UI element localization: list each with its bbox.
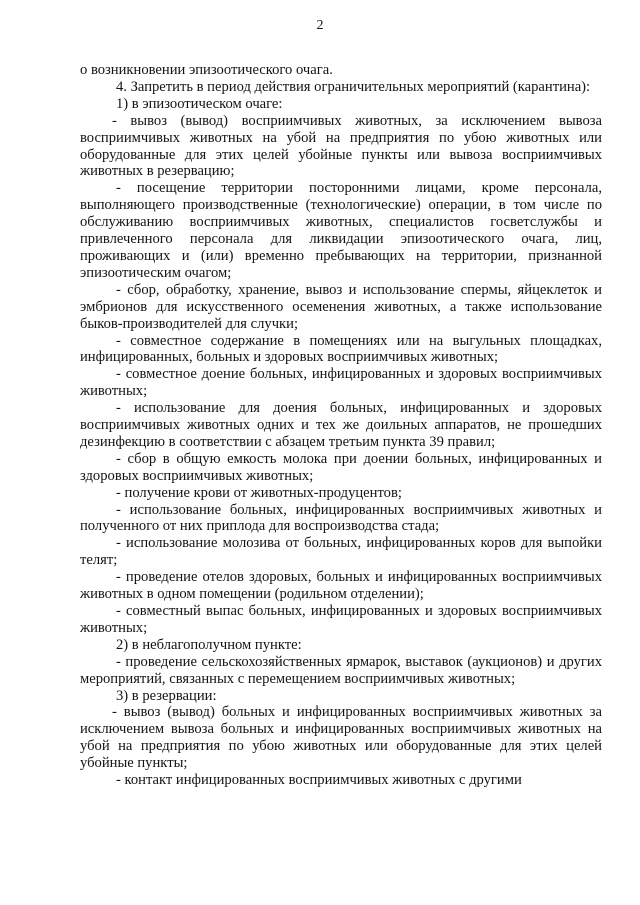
paragraph: - сбор в общую емкость молока при доении больных, инфицированных и здоровых восприимчивых животных; xyxy=(80,450,602,484)
paragraph: 4. Запретить в период действия ограничительных мероприятий (карантина): xyxy=(116,78,591,95)
paragraph: - использование молозива от больных, инфицированных коров для выпойки телят; xyxy=(80,535,602,569)
paragraph: - вывоз (вывод) восприимчивых животных, за исключением вывоза восприимчивых животных на убой на предприятия по убою животных или оборудованные для этих целей убойные пункты или вывоза восприимчивых животных в резервацию; xyxy=(80,112,602,180)
paragraph: - проведение отелов здоровых, больных и инфицированных восприимчивых животных в одном помещении (родильном отделении); xyxy=(80,569,602,603)
paragraph: - совместное содержание в помещениях или на выгульных площадках, инфицированных, больных и здоровых восприимчивых животных; xyxy=(80,332,602,366)
paragraph: - посещение территории посторонними лицами, кроме персонала, выполняющего производственные (технологические) операции, в том числе по обслуживанию восприимчивых животных, специалистов госветслужбы и привлеченного персонала для ликвидации эпизоотического очага, лиц, проживающих и (или) временно пребывающих на территории, признанной эпизоотическим очагом; xyxy=(80,180,602,281)
page-number: 2 xyxy=(316,18,324,33)
document-body xyxy=(80,62,602,789)
paragraph: о возникновении эпизоотического очага. xyxy=(80,62,333,78)
paragraph: - проведение сельскохозяйственных ярмарок, выставок (аукционов) и других мероприятий, связанных с перемещением восприимчивых животных; xyxy=(80,653,602,687)
paragraph: - получение крови от животных-продуцентов; xyxy=(116,484,402,501)
paragraph: 2) в неблагополучном пункте: xyxy=(116,636,302,653)
paragraph: - вывоз (вывод) больных и инфицированных восприимчивых животных за исключением вывоза больных и инфицированных восприимчивых животных на убой на предприятия по убою животных или оборудованные для этих целей убойные пункты; xyxy=(80,704,602,772)
paragraph: - совместный выпас больных, инфицированных и здоровых восприимчивых животных; xyxy=(80,603,602,636)
paragraph: - использование больных, инфицированных восприимчивых животных и полученного от них приплода для воспроизводства стада; xyxy=(80,501,602,535)
paragraph: - контакт инфицированных восприимчивых животных с другими xyxy=(116,772,522,789)
paragraph: - совместное доение больных, инфицированных и здоровых восприимчивых животных; xyxy=(80,366,602,400)
paragraph: 1) в эпизоотическом очаге: xyxy=(116,95,283,112)
paragraph: - использование для доения больных, инфицированных и здоровых восприимчивых животных одних и тех же доильных аппаратов, не прошедших дезинфекцию в соответствии с абзацем третьим пункта 39 правил; xyxy=(80,400,602,450)
paragraph: 3) в резервации: xyxy=(116,687,217,704)
paragraph: - сбор, обработку, хранение, вывоз и использование спермы, яйцеклеток и эмбрионов для искусственного осеменения животных, а также использование быков-производителей для случки; xyxy=(80,281,602,332)
